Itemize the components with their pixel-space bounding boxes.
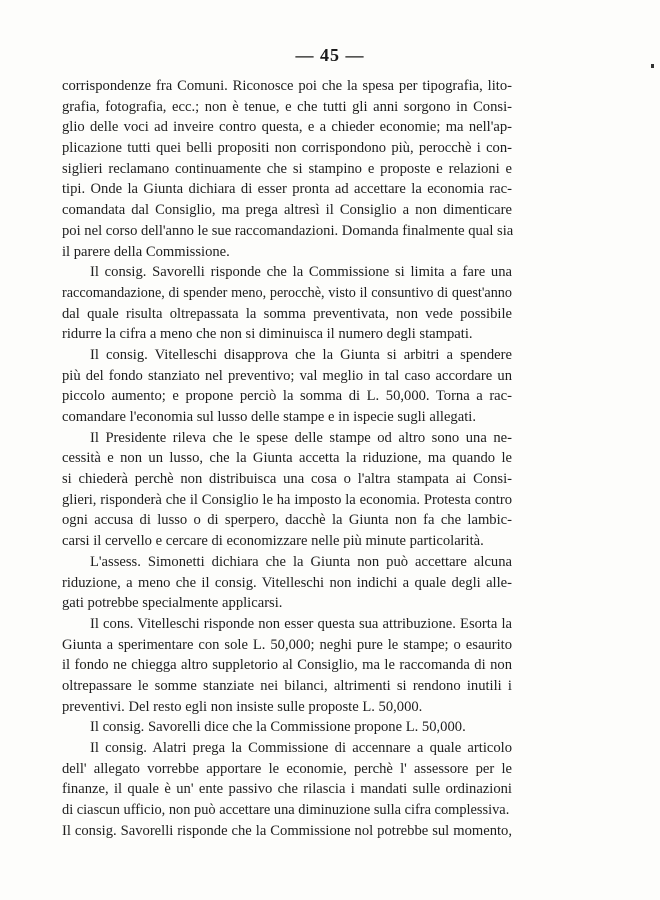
text-line: dell' allegato vorrebbe apportare le economie, perchè l' assessore per le [62,760,512,777]
text-line: plicazione tutti quei belli propositi non corrispondono più, perocchè i con- [62,140,512,157]
scan-edge-mark [651,64,654,68]
text-line: glio delle voci ad inveire contro questa, e a chieder economie; ma nell'ap- [62,119,512,136]
text-line: L'assess. Simonetti dichiara che la Giunta non può accettare alcuna [90,553,512,570]
text-line: Il consig. Savorelli risponde che la Commissione nol potrebbe sul momento, [62,822,512,839]
text-line: comandata dal Consiglio, ma prega altresì il Consiglio a non dimenticare [62,202,512,219]
text-line: più del fondo stanziato nel preventivo; val meglio in tal caso accordare un [62,367,512,384]
text-line: Il consig. Vitelleschi disapprova che la Giunta si arbitri a spendere [90,346,512,363]
text-line: dal quale risulta oltrepassata la somma preventivata, non vede possibile [62,305,512,322]
text-line: Il consig. Savorelli risponde che la Commissione si limita a fare una [90,264,512,281]
text-line: ogni accusa di lusso o di sperpero, dacchè la Giunta non fa che lambic- [62,512,512,529]
text-line: Il consig. Alatri prega la Commissione di accennare a quale articolo [90,740,512,756]
text-line: corrispondenze fra Comuni. Riconosce poi che la spesa per tipografia, lito- [62,78,512,94]
text-line: glieri, risponderà che il Consiglio le ha imposto la economia. Protesta contro [62,491,512,508]
text-line: riduzione, a meno che il consig. Vitelleschi non indichi a quale degli alle- [62,574,512,591]
text-line: Il Presidente rileva che le spese delle stampe od altro sono una ne- [90,429,512,446]
text-line: carsi il cervello e cercare di economizzare nelle più minute particolarità. [62,533,484,550]
text-line: Il consig. Savorelli dice che la Commissione propone L. 50,000. [90,719,466,736]
page-number: — 45 — [295,45,365,65]
text-line: si chiederà perchè non distribuisca una cosa o l'altra stampata ai Consi- [62,471,512,488]
text-line: ridurre la cifra a meno che non si diminuisca il numero degli stampati. [62,326,473,343]
text-line: comandare l'economia sul lusso delle stampe e in ispecie sugli allegati. [62,409,476,425]
text-line: preventivi. Del resto egli non insiste sulle proposte L. 50,000. [62,698,423,715]
text-line: grafia, fotografia, ecc.; non è tenue, e che tutti gli anni sorgono in Consi- [62,98,512,115]
text-line: Giunta a sperimentare con sole L. 50,000; neghi pure le stampe; o esaurito [62,636,512,653]
text-line: il fondo ne chiegga altro suppletorio al Consiglio, ma le raccomanda di non [62,657,512,674]
text-line: Il cons. Vitelleschi risponde non esser questa sua attribuzione. Esorta la [90,615,512,632]
text-line: raccomandazione, di spender meno, perocchè, visto il consuntivo di quest'anno [62,284,512,301]
text-line: il parere della Commissione. [62,243,230,260]
text-line: oltrepassare le somme stanziate nei bilanci, altrimenti si rendono inutili i [62,677,512,694]
text-line: finanze, il quale è un' ente passivo che rilascia i mandati sulle ordinazioni [62,781,512,798]
body-text [62,76,512,841]
text-line: di ciascun ufficio, non può accettare una diminuzione sulla cifra complessiva. [62,802,510,819]
text-line: siglieri reclamano continuamente che si stampino e proposte e relazioni e [62,160,512,177]
text-line: gati potrebbe specialmente applicarsi. [62,595,283,612]
text-line: piccolo aumento; e propone perciò la somma di L. 50,000. Torna a rac- [62,388,512,405]
text-line: poi nel corso dell'anno le sue raccomandazioni. Domanda finalmente qual sia [62,222,514,239]
text-line: cessità e non un lusso, che la Giunta accetta la riduzione, ma quando le [62,450,512,467]
text-line: tipi. Onde la Giunta dichiara di esser pronta ad accettare la economia rac- [62,181,512,198]
